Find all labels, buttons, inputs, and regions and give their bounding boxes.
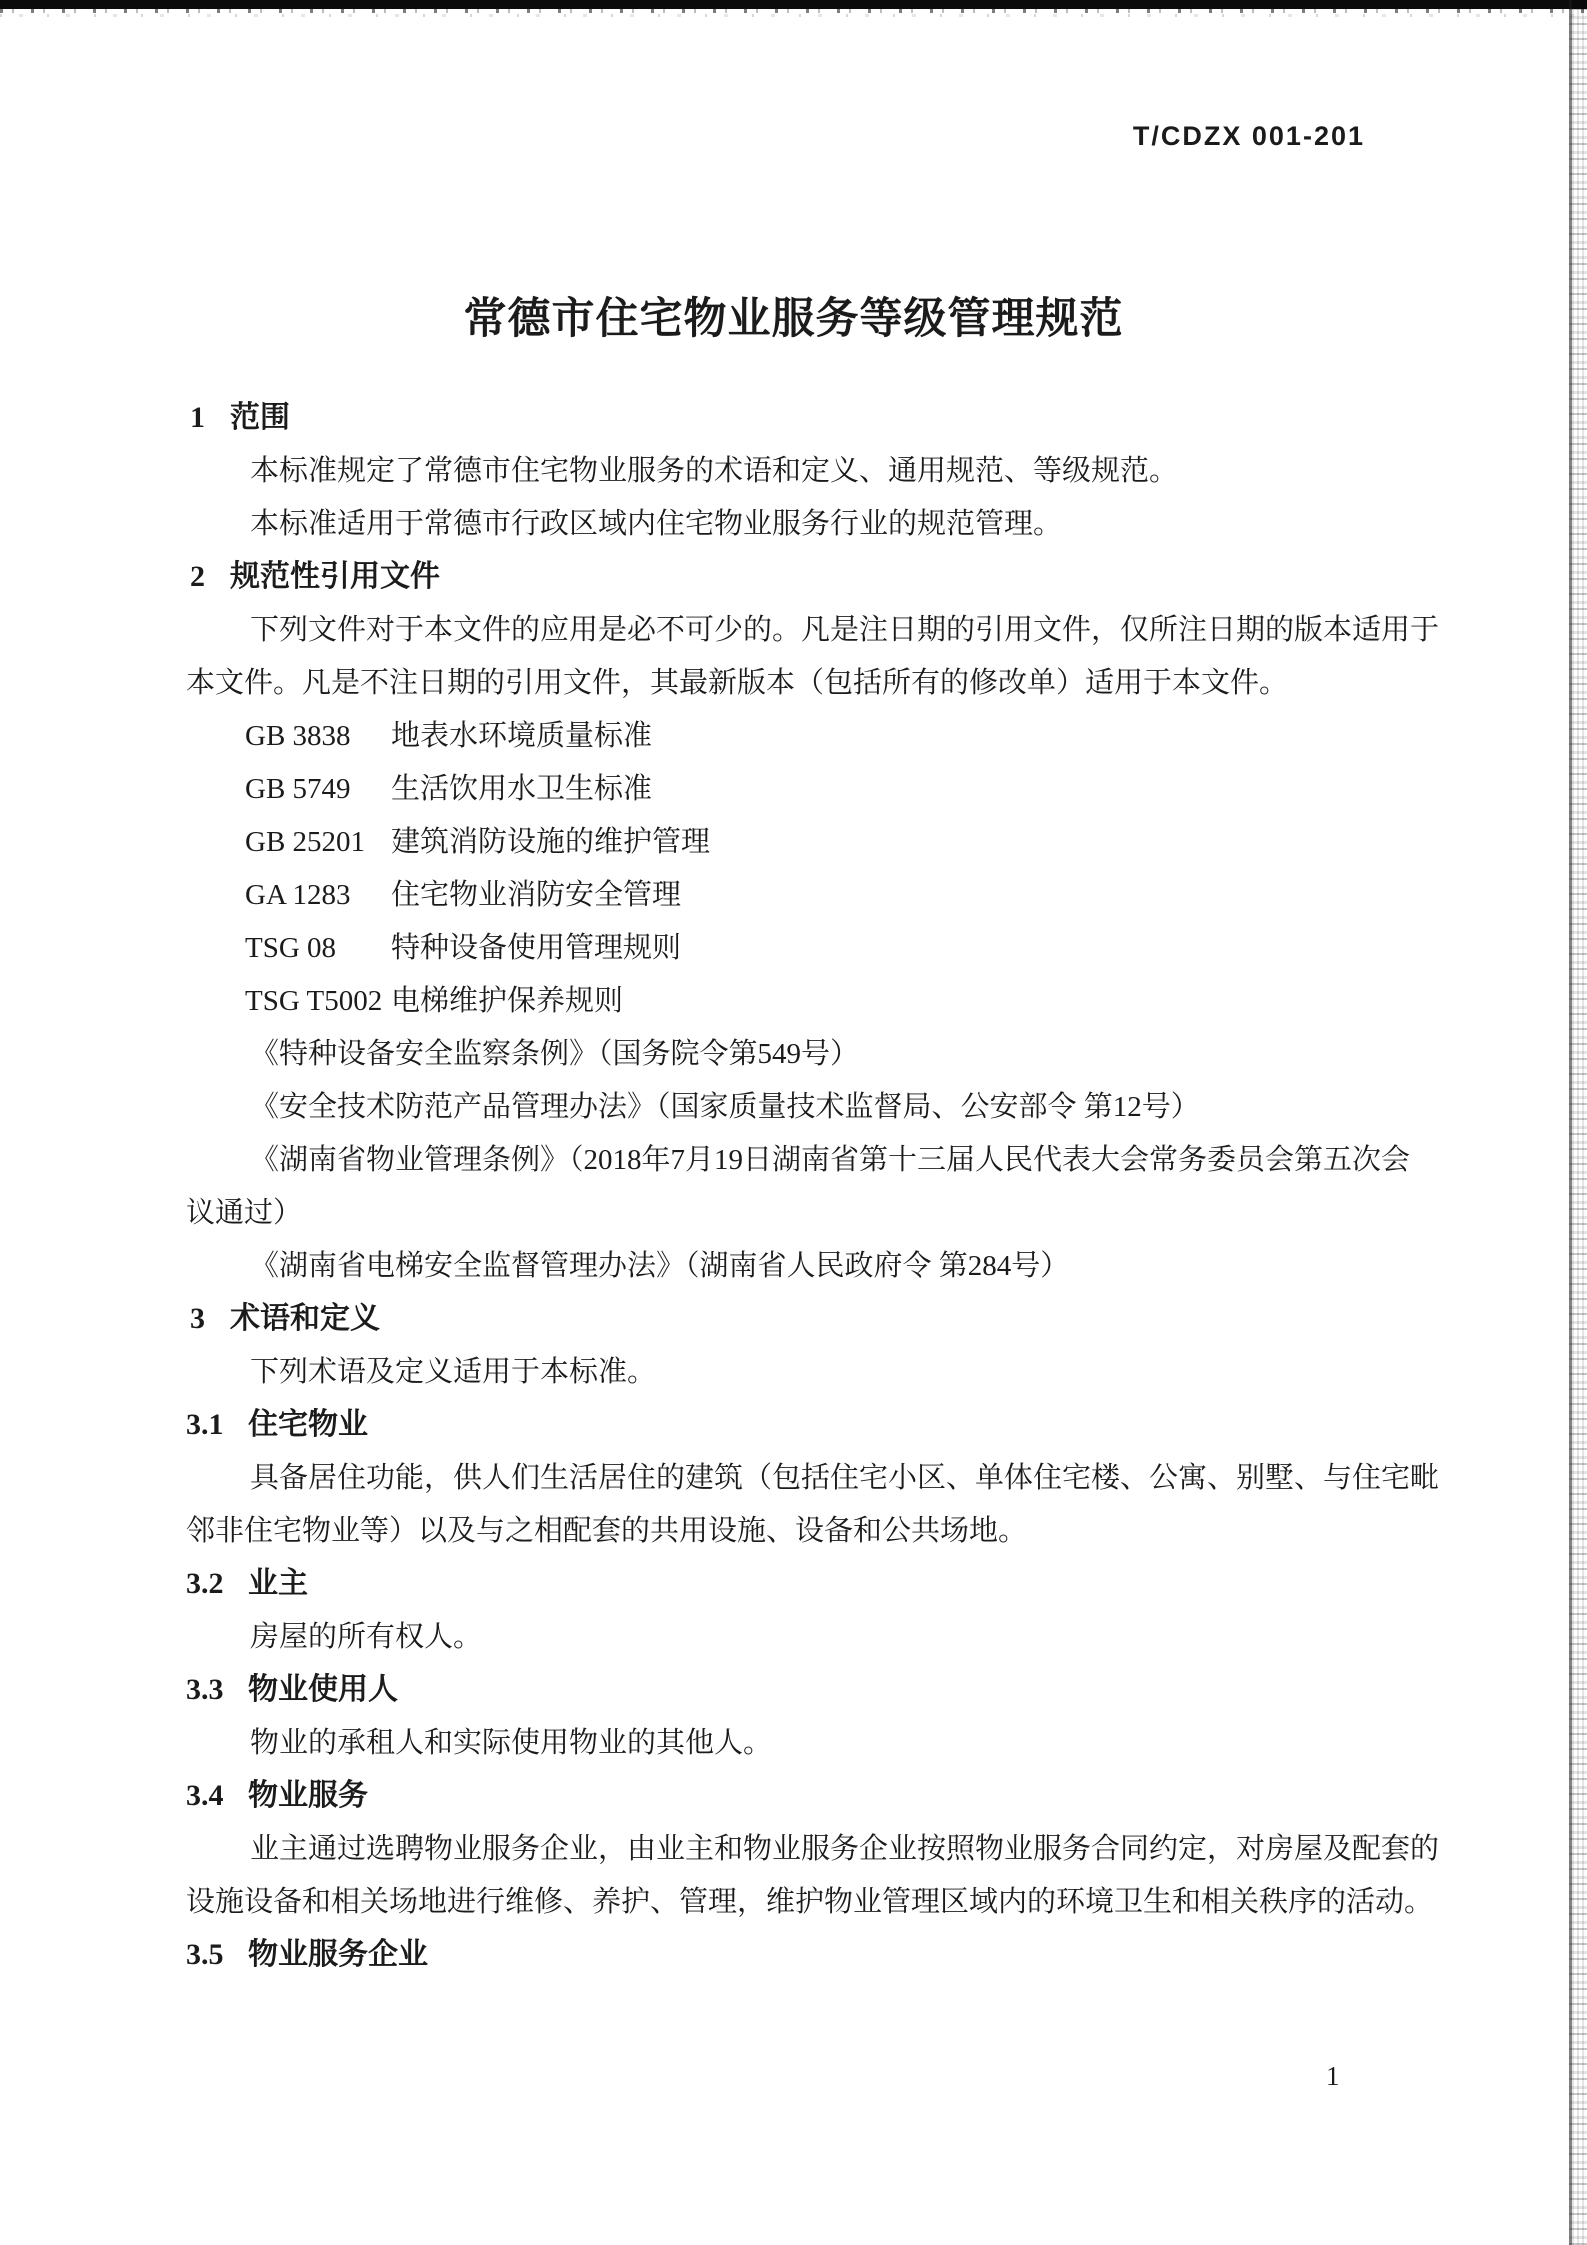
reference-code: TSG T5002	[245, 985, 383, 1017]
paragraph-text: 《安全技术防范产品管理办法》（国家质量技术监督局、公安部令 第12号）	[250, 1091, 1200, 1123]
reference-code: TSG 08	[245, 932, 337, 964]
section-number: 1	[190, 401, 205, 434]
paragraph-text: 具备居住功能，供人们生活居住的建筑（包括住宅小区、单体住宅楼、公寓、别墅、与住宅毗	[250, 1462, 1440, 1494]
heading-text: 物业服务企业	[248, 1938, 428, 1971]
standard-code: T/CDZX 001-201	[1132, 121, 1365, 151]
section-number: 3	[190, 1302, 205, 1335]
reference-item	[186, 824, 1446, 877]
heading-text: 物业使用人	[248, 1673, 398, 1706]
content	[186, 400, 1446, 1990]
section-number: 3.4	[186, 1779, 224, 1812]
paragraph-text: 《湖南省电梯安全监督管理办法》（湖南省人民政府令 第284号）	[250, 1250, 1070, 1282]
paragraph-line	[186, 1513, 1446, 1566]
paragraph-line	[186, 506, 1446, 559]
subsection-heading	[186, 1778, 1446, 1831]
paragraph-text: 邻非住宅物业等）以及与之相配套的共用设施、设备和公共场地。	[186, 1515, 1028, 1547]
reference-code: GB 3838	[245, 720, 351, 752]
paragraph-line	[186, 1354, 1446, 1407]
paragraph-line	[186, 1460, 1446, 1513]
section-number: 3.5	[186, 1938, 224, 1971]
paragraph-line	[186, 1831, 1446, 1884]
reference-title: 生活饮用水卫生标准	[391, 773, 653, 805]
reference-item	[186, 930, 1446, 983]
section-number: 3.3	[186, 1673, 224, 1706]
paragraph-text: 下列文件对于本文件的应用是必不可少的。凡是注日期的引用文件，仅所注日期的版本适用于	[250, 614, 1440, 646]
section-number: 3.1	[186, 1408, 224, 1441]
scan-top-noise	[0, 9, 1587, 13]
heading-text: 业主	[248, 1567, 308, 1600]
section-heading	[186, 559, 1446, 612]
heading-text: 范围	[230, 401, 290, 434]
paragraph-text: 房屋的所有权人。	[250, 1621, 483, 1653]
paragraph-line	[186, 1142, 1446, 1195]
reference-code: GB 5749	[245, 773, 351, 805]
reference-item	[186, 718, 1446, 771]
paragraph-line	[186, 1884, 1446, 1937]
paragraph-line	[186, 1248, 1446, 1301]
reference-title: 地表水环境质量标准	[391, 720, 653, 752]
page-number: 1	[1326, 2061, 1340, 2091]
reference-title: 特种设备使用管理规则	[391, 932, 682, 964]
paragraph-text: 本标准适用于常德市行政区域内住宅物业服务行业的规范管理。	[250, 508, 1063, 540]
paragraph-text: 物业的承租人和实际使用物业的其他人。	[250, 1727, 773, 1759]
reference-item	[186, 771, 1446, 824]
paragraph-line	[186, 1725, 1446, 1778]
paragraph-text: 《特种设备安全监察条例》（国务院令第549号）	[250, 1038, 860, 1070]
paragraph-text: 本标准规定了常德市住宅物业服务的术语和定义、通用规范、等级规范。	[250, 455, 1179, 487]
paragraph-line	[186, 665, 1446, 718]
paragraph-text: 业主通过选聘物业服务企业，由业主和物业服务企业按照物业服务合同约定，对房屋及配套的	[250, 1833, 1440, 1865]
section-number: 3.2	[186, 1567, 224, 1600]
section-heading	[186, 1301, 1446, 1354]
paragraph-text: 《湖南省物业管理条例》（2018年7月19日湖南省第十三届人民代表大会常务委员会第五次会	[250, 1144, 1411, 1176]
reference-title: 建筑消防设施的维护管理	[391, 826, 711, 858]
paragraph-line	[186, 1036, 1446, 1089]
heading-text: 住宅物业	[248, 1408, 368, 1441]
section-number: 2	[190, 560, 205, 593]
reference-item	[186, 877, 1446, 930]
subsection-heading	[186, 1672, 1446, 1725]
paragraph-line	[186, 453, 1446, 506]
paragraph-text: 下列术语及定义适用于本标准。	[250, 1356, 657, 1388]
paragraph-text: 设施设备和相关场地进行维修、养护、管理，维护物业管理区域内的环境卫生和相关秩序的活动。	[186, 1886, 1434, 1918]
subsection-heading	[186, 1407, 1446, 1460]
reference-code: GB 25201	[245, 826, 366, 858]
reference-title: 电梯维护保养规则	[391, 985, 624, 1017]
reference-code: GA 1283	[245, 879, 351, 911]
scan-top-edge	[0, 0, 1587, 9]
scan-top-noise-faint	[0, 14, 1587, 17]
paragraph-line	[186, 1195, 1446, 1248]
paragraph-text: 本文件。凡是不注日期的引用文件，其最新版本（包括所有的修改单）适用于本文件。	[186, 667, 1289, 699]
document-title: 常德市住宅物业服务等级管理规范	[463, 295, 1124, 343]
subsection-heading	[186, 1937, 1446, 1990]
subsection-heading	[186, 1566, 1446, 1619]
paragraph-line	[186, 1619, 1446, 1672]
paragraph-text: 议通过）	[186, 1197, 303, 1229]
paragraph-line	[186, 612, 1446, 665]
reference-item	[186, 983, 1446, 1036]
heading-text: 规范性引用文件	[230, 560, 440, 593]
reference-title: 住宅物业消防安全管理	[391, 879, 682, 911]
heading-text: 物业服务	[248, 1779, 368, 1812]
heading-text: 术语和定义	[230, 1302, 380, 1335]
paragraph-line	[186, 1089, 1446, 1142]
section-heading	[186, 400, 1446, 453]
